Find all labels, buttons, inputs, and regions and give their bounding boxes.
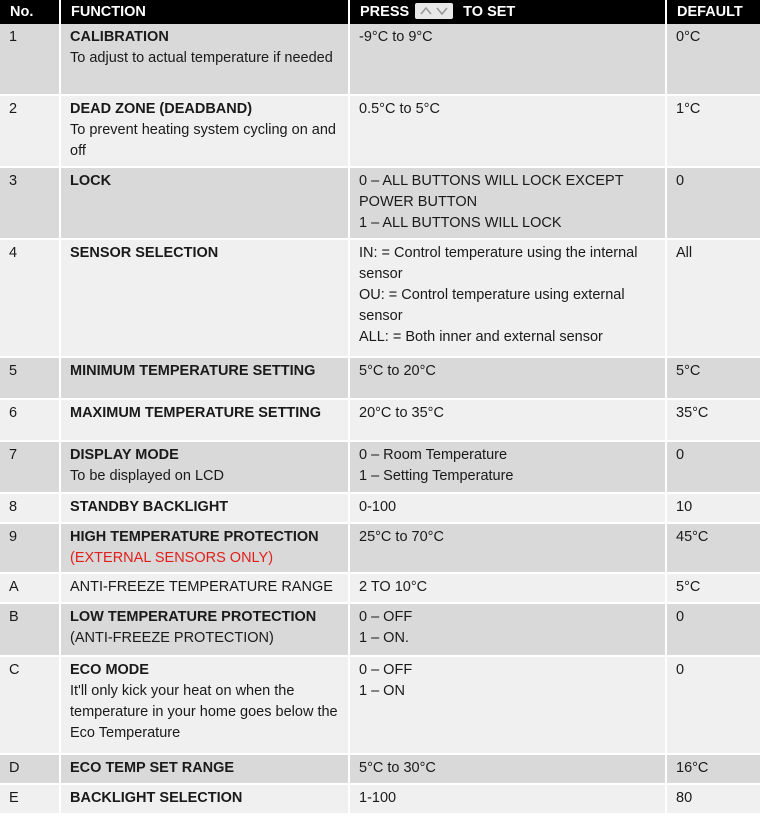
press-option-line: 0.5°C to 5°C xyxy=(359,101,440,117)
table-row xyxy=(0,441,760,493)
press-range-cell xyxy=(349,357,666,399)
press-option-line: 1 – ON. xyxy=(359,630,409,646)
row-number: 7 xyxy=(0,441,60,493)
function-cell xyxy=(60,24,349,95)
default-value: 5°C xyxy=(666,573,760,603)
function-description: It'll only kick your heat on when the temperature in your home goes below the Eco Temperature xyxy=(70,683,338,741)
table-row xyxy=(0,603,760,656)
default-value: 5°C xyxy=(666,357,760,399)
function-description: To adjust to actual temperature if needed xyxy=(70,50,333,66)
row-number: C xyxy=(0,656,60,754)
press-option-line: 1 – ALL BUTTONS WILL LOCK xyxy=(359,215,562,231)
row-number: B xyxy=(0,603,60,656)
press-option-line: 20°C to 35°C xyxy=(359,405,444,421)
press-option-line: 0 – Room Temperature xyxy=(359,447,508,463)
function-title: MINIMUM TEMPERATURE SETTING xyxy=(70,363,316,379)
press-range-cell xyxy=(349,523,666,573)
row-number: 8 xyxy=(0,493,60,523)
press-option-line: 0 – ALL BUTTONS WILL LOCK EXCEPT POWER BUTTON xyxy=(359,173,624,210)
table-row xyxy=(0,239,760,357)
press-option-line: 5°C to 20°C xyxy=(359,363,436,379)
press-range-cell xyxy=(349,603,666,656)
default-value: 10 xyxy=(666,493,760,523)
press-label: PRESS xyxy=(360,3,410,20)
row-number: 6 xyxy=(0,399,60,441)
function-title: ECO MODE xyxy=(70,662,149,678)
press-option-line: 25°C to 70°C xyxy=(359,529,444,545)
table-row xyxy=(0,754,760,784)
press-range-cell xyxy=(349,399,666,441)
function-cell xyxy=(60,399,349,441)
press-option-line: 0 – OFF xyxy=(359,609,413,625)
press-option-line: 1 – Setting Temperature xyxy=(359,468,514,484)
row-number: 3 xyxy=(0,167,60,239)
function-title: DEAD ZONE (DEADBAND) xyxy=(70,101,253,117)
function-description: (ANTI-FREEZE PROTECTION) xyxy=(70,630,274,646)
function-cell xyxy=(60,357,349,399)
column-header-no: No. xyxy=(0,0,60,24)
default-value: All xyxy=(666,239,760,357)
function-title: SENSOR SELECTION xyxy=(70,245,219,261)
press-range-cell xyxy=(349,239,666,357)
press-range-cell xyxy=(349,167,666,239)
function-warning: (EXTERNAL SENSORS ONLY) xyxy=(70,550,274,566)
press-range-cell xyxy=(349,24,666,95)
column-header-default: DEFAULT xyxy=(666,0,760,24)
function-cell xyxy=(60,784,349,814)
press-range-cell xyxy=(349,493,666,523)
press-option-line: 1 – ON xyxy=(359,683,405,699)
table-row xyxy=(0,167,760,239)
function-cell xyxy=(60,239,349,357)
default-value: 1°C xyxy=(666,95,760,167)
press-range-cell xyxy=(349,754,666,784)
function-cell xyxy=(60,523,349,573)
press-range-cell xyxy=(349,573,666,603)
press-option-line: OU: = Control temperature using external sensor xyxy=(359,287,625,324)
press-option-line: IN: = Control temperature using the internal sensor xyxy=(359,245,638,282)
default-value: 45°C xyxy=(666,523,760,573)
press-option-line: 5°C to 30°C xyxy=(359,760,436,776)
press-range-cell xyxy=(349,95,666,167)
row-number: 4 xyxy=(0,239,60,357)
function-cell xyxy=(60,167,349,239)
default-value: 0 xyxy=(666,441,760,493)
table-row xyxy=(0,523,760,573)
function-cell xyxy=(60,656,349,754)
row-number: A xyxy=(0,573,60,603)
to-set-label: TO SET xyxy=(463,3,516,20)
function-title: STANDBY BACKLIGHT xyxy=(70,499,229,515)
function-title: LOCK xyxy=(70,173,112,189)
function-cell xyxy=(60,493,349,523)
table-row xyxy=(0,95,760,167)
table-row xyxy=(0,399,760,441)
function-cell xyxy=(60,573,349,603)
function-title: MAXIMUM TEMPERATURE SETTING xyxy=(70,405,322,421)
function-description: To prevent heating system cycling on and off xyxy=(70,122,336,159)
table-row xyxy=(0,493,760,523)
press-range-cell xyxy=(349,656,666,754)
function-title: DISPLAY MODE xyxy=(70,447,179,463)
press-range-cell xyxy=(349,441,666,493)
press-option-line: 2 TO 10°C xyxy=(359,579,428,595)
default-value: 0 xyxy=(666,656,760,754)
press-range-cell xyxy=(349,784,666,814)
press-option-line: 0-100 xyxy=(359,499,397,515)
default-value: 0°C xyxy=(666,24,760,95)
row-number: E xyxy=(0,784,60,814)
function-title: LOW TEMPERATURE PROTECTION xyxy=(70,609,317,625)
table-row xyxy=(0,573,760,603)
row-number: 5 xyxy=(0,357,60,399)
press-option-line: -9°C to 9°C xyxy=(359,29,433,45)
default-value: 35°C xyxy=(666,399,760,441)
row-number: D xyxy=(0,754,60,784)
table-header-row xyxy=(0,0,760,24)
function-title: CALIBRATION xyxy=(70,29,169,45)
column-header-function: FUNCTION xyxy=(60,0,349,24)
column-header-press xyxy=(349,0,666,24)
default-value: 80 xyxy=(666,784,760,814)
function-description: To be displayed on LCD xyxy=(70,468,224,484)
function-cell xyxy=(60,95,349,167)
table-row xyxy=(0,24,760,95)
press-option-line: 0 – OFF xyxy=(359,662,413,678)
default-value: 16°C xyxy=(666,754,760,784)
press-option-line: ALL: = Both inner and external sensor xyxy=(359,329,603,345)
function-cell xyxy=(60,441,349,493)
function-title: BACKLIGHT SELECTION xyxy=(70,790,243,806)
function-cell xyxy=(60,603,349,656)
press-option-line: 1-100 xyxy=(359,790,397,806)
table-row xyxy=(0,357,760,399)
function-cell xyxy=(60,754,349,784)
default-value: 0 xyxy=(666,167,760,239)
row-number: 1 xyxy=(0,24,60,95)
table-row xyxy=(0,784,760,814)
function-title: HIGH TEMPERATURE PROTECTION xyxy=(70,529,319,545)
up-down-arrow-buttons-icon xyxy=(415,3,453,19)
table-row xyxy=(0,656,760,754)
function-title: ANTI-FREEZE TEMPERATURE RANGE xyxy=(70,579,333,595)
function-title: ECO TEMP SET RANGE xyxy=(70,760,235,776)
row-number: 9 xyxy=(0,523,60,573)
default-value: 0 xyxy=(666,603,760,656)
row-number: 2 xyxy=(0,95,60,167)
